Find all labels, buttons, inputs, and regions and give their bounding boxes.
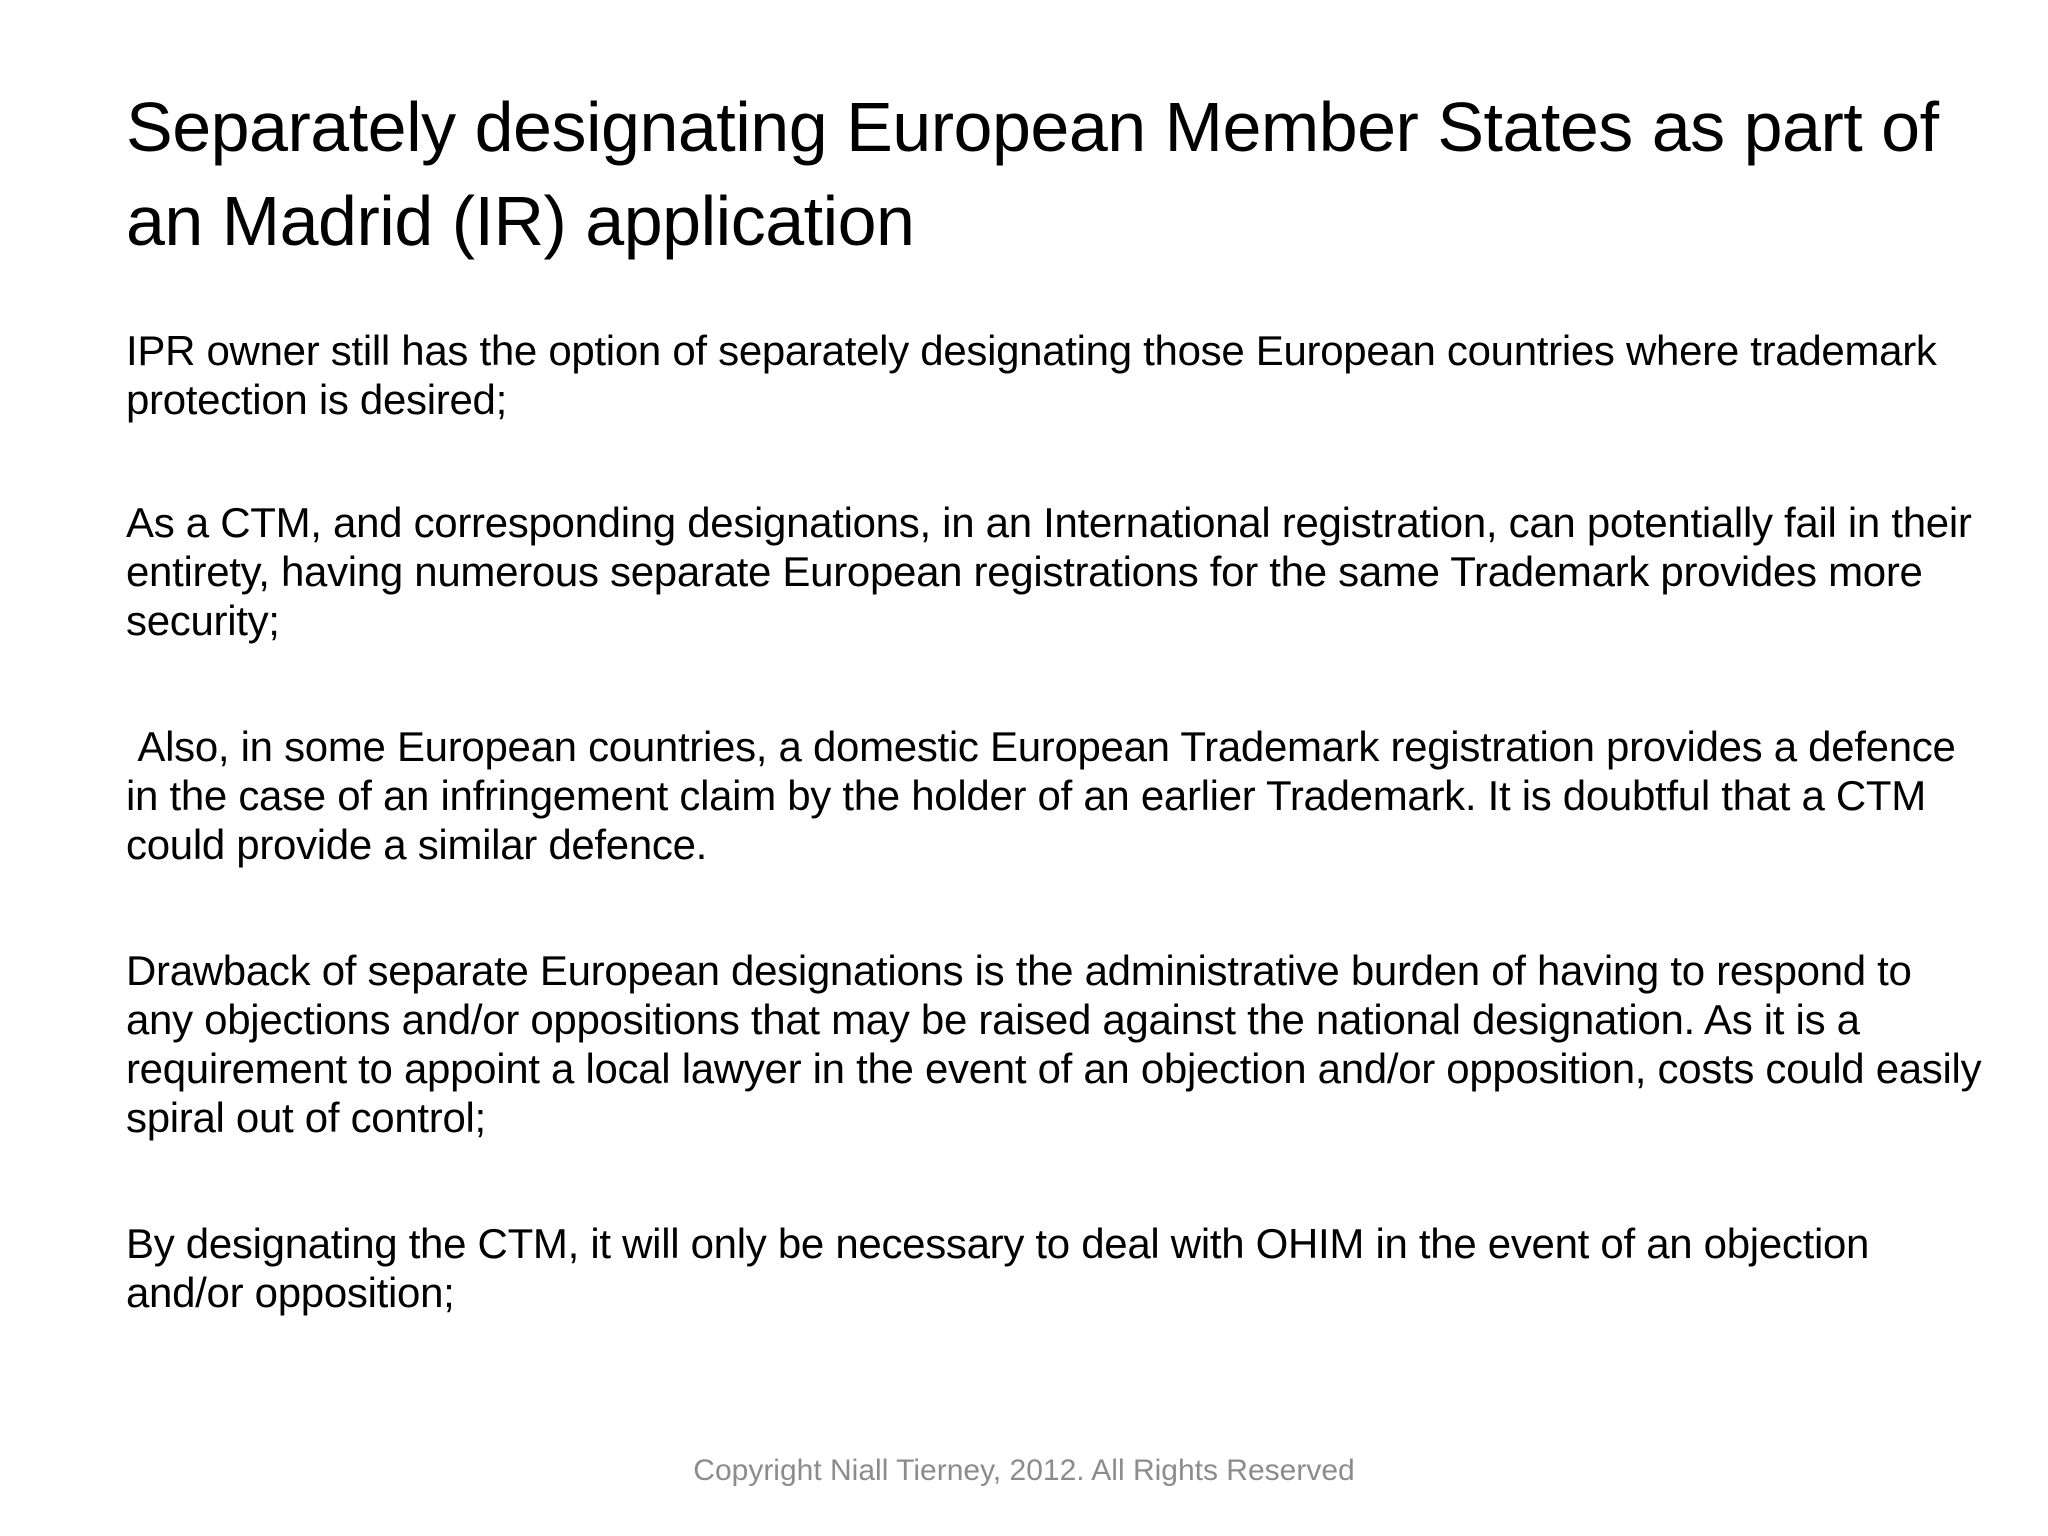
paragraph-domestic-defence: Also, in some European countries, a domestic European Trademark registration provides a defence in the case of an infringement claim by the holder of an earlier Trademark. It is doubtful that a CTM could provide a similar defence. [126, 723, 1967, 868]
paragraph-ctm-failure-risk: As a CTM, and corresponding designations, in an International registration, can potentially fail in their entirety, having numerous separate European registrations for the same Trademark provides more security; [126, 499, 1983, 644]
copyright-footer: Copyright Niall Tierney, 2012. All Rights Reserved [693, 1454, 1355, 1487]
slide-title: Separately designating European Member States as part of an Madrid (IR) application [126, 88, 1939, 260]
paragraph-separate-designation-option: IPR owner still has the option of separately designating those European countries where trademark protection is desired; [126, 327, 1948, 423]
paragraph-ohim-advantage: By designating the CTM, it will only be necessary to deal with OHIM in the event of an objection and/or opposition; [126, 1220, 1881, 1316]
paragraph-administrative-burden: Drawback of separate European designations is the administrative burden of having to respond to any objections and/or oppositions that may be raised against the national designation. As it is a requirement to appoint a local lawyer in the event of an objection and/or opposition, costs could easily spiral out of control; [126, 947, 1993, 1141]
